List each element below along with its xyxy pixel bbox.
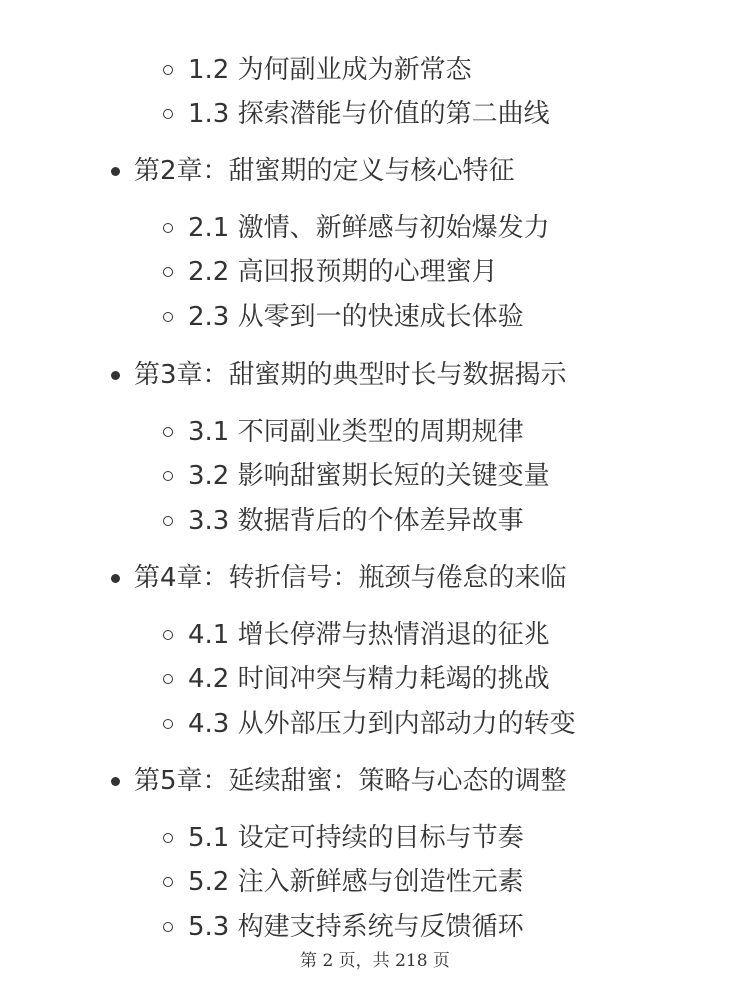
hollow-bullet-icon bbox=[163, 877, 173, 887]
section-item: 5.2 注入新鲜感与创造性元素 bbox=[188, 867, 524, 897]
section-item: 3.3 数据背后的个体差异故事 bbox=[188, 506, 524, 536]
section-item: 4.3 从外部压力到内部动力的转变 bbox=[188, 709, 576, 739]
section-item: 1.3 探索潜能与价值的第二曲线 bbox=[188, 99, 550, 129]
hollow-bullet-icon bbox=[163, 922, 173, 932]
filled-bullet-icon bbox=[111, 574, 120, 583]
hollow-bullet-icon bbox=[163, 516, 173, 526]
filled-bullet-icon bbox=[111, 777, 120, 786]
section-item: 4.2 时间冲突与精力耗竭的挑战 bbox=[188, 664, 550, 694]
section-item: 3.2 影响甜蜜期长短的关键变量 bbox=[188, 461, 550, 491]
section-item: 5.3 构建支持系统与反馈循环 bbox=[188, 912, 524, 942]
chapter-heading: 第3章：甜蜜期的典型时长与数据揭示 bbox=[134, 360, 567, 390]
section-item: 4.1 增长停滞与热情消退的征兆 bbox=[188, 620, 550, 650]
section-item: 3.1 不同副业类型的周期规律 bbox=[188, 417, 524, 447]
hollow-bullet-icon bbox=[163, 674, 173, 684]
hollow-bullet-icon bbox=[163, 312, 173, 322]
hollow-bullet-icon bbox=[163, 65, 173, 75]
hollow-bullet-icon bbox=[163, 471, 173, 481]
hollow-bullet-icon bbox=[163, 630, 173, 640]
hollow-bullet-icon bbox=[163, 719, 173, 729]
section-item: 1.2 为何副业成为新常态 bbox=[188, 55, 472, 85]
filled-bullet-icon bbox=[111, 167, 120, 176]
section-item: 5.1 设定可持续的目标与节奏 bbox=[188, 823, 524, 853]
hollow-bullet-icon bbox=[163, 427, 173, 437]
hollow-bullet-icon bbox=[163, 267, 173, 277]
section-item: 2.2 高回报预期的心理蜜月 bbox=[188, 257, 498, 287]
filled-bullet-icon bbox=[111, 371, 120, 380]
hollow-bullet-icon bbox=[163, 109, 173, 119]
hollow-bullet-icon bbox=[163, 833, 173, 843]
chapter-heading: 第2章：甜蜜期的定义与核心特征 bbox=[134, 156, 515, 186]
chapter-heading: 第5章：延续甜蜜：策略与心态的调整 bbox=[134, 766, 567, 796]
section-item: 2.3 从零到一的快速成长体验 bbox=[188, 302, 524, 332]
chapter-heading: 第4章：转折信号：瓶颈与倦怠的来临 bbox=[134, 563, 567, 593]
section-item: 2.1 激情、新鲜感与初始爆发力 bbox=[188, 213, 550, 243]
hollow-bullet-icon bbox=[163, 223, 173, 233]
page-footer: 第 2 页，共 218 页 bbox=[300, 951, 450, 971]
